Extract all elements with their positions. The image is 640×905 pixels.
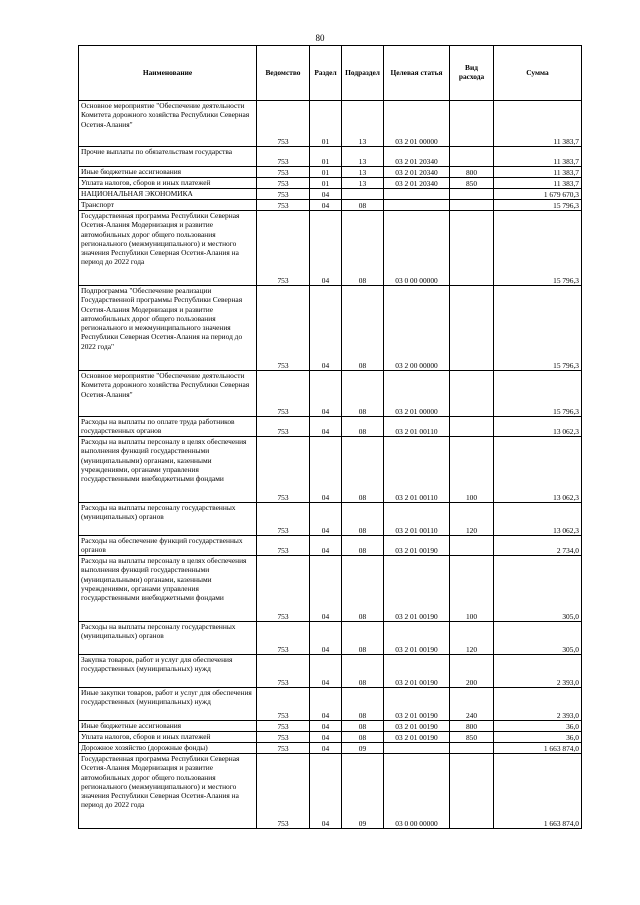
row-name-cell <box>79 211 257 286</box>
row-name-text: Расходы на выплаты персоналу государственных (муниципальных) органов <box>81 622 236 641</box>
row-section-cell: 04 <box>310 503 342 536</box>
table-row <box>79 178 582 189</box>
row-section-cell: 04 <box>310 417 342 437</box>
row-expense-type-cell: 100 <box>450 437 494 503</box>
row-expense-type-cell: 240 <box>450 688 494 721</box>
table-row <box>79 743 582 754</box>
table-row <box>79 147 582 167</box>
row-target-article-cell: 03 2 01 00000 <box>384 101 450 147</box>
table-row <box>79 622 582 655</box>
header-department: Ведомство <box>257 46 310 101</box>
row-name-text: Расходы на выплаты по оплате труда работников государственных органов <box>81 417 235 436</box>
row-target-article-cell: 03 2 01 00000 <box>384 371 450 417</box>
row-expense-type-cell <box>450 417 494 437</box>
row-department-cell: 753 <box>257 754 310 829</box>
row-department-cell: 753 <box>257 189 310 200</box>
row-name-cell <box>79 655 257 688</box>
row-section-cell: 01 <box>310 178 342 189</box>
table-row <box>79 371 582 417</box>
row-sum-cell: 15 796,3 <box>494 200 582 211</box>
table-row <box>79 211 582 286</box>
header-subsection: Подраздел <box>342 46 384 101</box>
row-expense-type-cell: 120 <box>450 622 494 655</box>
row-name-text: Расходы на выплаты персоналу в целях обеспечения выполнения функций государственными (муниципальными) органами, казенными учреждениями, органами управления государственными внебюджетными фондами <box>81 437 247 483</box>
row-subsection-cell: 08 <box>342 622 384 655</box>
row-expense-type-cell: 120 <box>450 503 494 536</box>
row-name-cell <box>79 417 257 437</box>
page-number: 80 <box>315 33 325 43</box>
row-subsection-cell: 08 <box>342 503 384 536</box>
row-section-cell: 04 <box>310 536 342 556</box>
header-expense-type: Вид расхода <box>450 46 494 101</box>
row-name-cell <box>79 286 257 371</box>
row-name-cell <box>79 371 257 417</box>
row-sum-cell: 11 383,7 <box>494 101 582 147</box>
row-name-text: Прочие выплаты по обязательствам государства <box>81 147 233 156</box>
row-sum-cell: 15 796,3 <box>494 211 582 286</box>
row-subsection-cell: 08 <box>342 556 384 622</box>
row-sum-cell: 36,0 <box>494 732 582 743</box>
row-department-cell: 753 <box>257 732 310 743</box>
row-target-article-cell <box>384 189 450 200</box>
row-name-text: Иные бюджетные ассигнования <box>81 167 182 176</box>
row-department-cell: 753 <box>257 167 310 178</box>
row-name-text: Расходы на выплаты персоналу в целях обеспечения выполнения функций государственными (муниципальными) органами, казенными учреждениями, органами управления государственными внебюджетными фондами <box>81 556 247 602</box>
row-department-cell: 753 <box>257 417 310 437</box>
row-section-cell: 04 <box>310 211 342 286</box>
row-subsection-cell: 08 <box>342 655 384 688</box>
header-target-article: Целевая статья <box>384 46 450 101</box>
row-subsection-cell: 09 <box>342 754 384 829</box>
row-department-cell: 753 <box>257 688 310 721</box>
row-subsection-cell: 08 <box>342 536 384 556</box>
row-expense-type-cell <box>450 200 494 211</box>
row-name-cell <box>79 743 257 754</box>
row-name-cell <box>79 622 257 655</box>
table-row <box>79 417 582 437</box>
row-department-cell: 753 <box>257 101 310 147</box>
row-section-cell: 04 <box>310 743 342 754</box>
row-subsection-cell: 08 <box>342 286 384 371</box>
row-name-cell <box>79 536 257 556</box>
row-department-cell: 753 <box>257 286 310 371</box>
row-expense-type-cell: 800 <box>450 167 494 178</box>
row-target-article-cell: 03 2 00 00000 <box>384 286 450 371</box>
table-row <box>79 437 582 503</box>
row-target-article-cell: 03 2 01 00190 <box>384 721 450 732</box>
row-expense-type-cell <box>450 743 494 754</box>
row-expense-type-cell <box>450 286 494 371</box>
row-subsection-cell: 13 <box>342 178 384 189</box>
row-name-cell <box>79 167 257 178</box>
row-sum-cell: 11 383,7 <box>494 178 582 189</box>
row-department-cell: 753 <box>257 200 310 211</box>
table-row <box>79 167 582 178</box>
row-section-cell: 01 <box>310 101 342 147</box>
header-sum: Сумма <box>494 46 582 101</box>
row-name-text: Закупка товаров, работ и услуг для обеспечения государственных (муниципальных) нужд <box>81 655 233 674</box>
table-row <box>79 189 582 200</box>
row-target-article-cell: 03 2 01 00190 <box>384 536 450 556</box>
row-name-text: Иные закупки товаров, работ и услуг для обеспечения государственных (муниципальных) нужд <box>81 688 252 707</box>
table-row <box>79 286 582 371</box>
row-name-text: Основное мероприятие "Обеспечение деятельности Комитета дорожного хозяйства Республики Северная Осетия-Алания" <box>81 371 250 399</box>
row-department-cell: 753 <box>257 147 310 167</box>
row-sum-cell: 305,0 <box>494 622 582 655</box>
row-name-cell <box>79 178 257 189</box>
row-sum-cell: 11 383,7 <box>494 147 582 167</box>
header-name: Наименование <box>79 46 257 101</box>
budget-table <box>78 45 582 829</box>
row-sum-cell: 305,0 <box>494 556 582 622</box>
row-expense-type-cell <box>450 189 494 200</box>
row-name-text: Дорожное хозяйство (дорожные фонды) <box>81 743 208 752</box>
row-sum-cell: 1 663 874,0 <box>494 743 582 754</box>
row-department-cell: 753 <box>257 503 310 536</box>
row-name-cell <box>79 200 257 211</box>
row-department-cell: 753 <box>257 743 310 754</box>
row-name-cell <box>79 503 257 536</box>
row-subsection-cell: 13 <box>342 147 384 167</box>
row-name-cell <box>79 189 257 200</box>
row-name-text: Уплата налогов, сборов и иных платежей <box>81 178 211 187</box>
row-target-article-cell: 03 2 01 00190 <box>384 688 450 721</box>
row-target-article-cell <box>384 743 450 754</box>
row-name-text: Основное мероприятие "Обеспечение деятельности Комитета дорожного хозяйства Республики Северная Осетия-Алания" <box>81 101 250 129</box>
row-expense-type-cell <box>450 101 494 147</box>
row-name-cell <box>79 721 257 732</box>
row-name-text: НАЦИОНАЛЬНАЯ ЭКОНОМИКА <box>81 189 193 198</box>
row-target-article-cell: 03 2 01 20340 <box>384 147 450 167</box>
row-sum-cell: 36,0 <box>494 721 582 732</box>
row-target-article-cell: 03 2 01 20340 <box>384 167 450 178</box>
row-name-cell <box>79 688 257 721</box>
row-section-cell: 04 <box>310 688 342 721</box>
row-name-text: Транспорт <box>81 200 114 209</box>
row-name-text: Государственная программа Республики Северная Осетия-Алания Модернизация и развитие автомобильных дорог общего пользования регионального (межмуниципального) и местного значения Республики Северная Осетия-Алания на период до 2022 года <box>81 754 240 810</box>
table-row <box>79 688 582 721</box>
row-section-cell: 04 <box>310 721 342 732</box>
row-name-cell <box>79 147 257 167</box>
row-target-article-cell: 03 2 01 00190 <box>384 622 450 655</box>
row-expense-type-cell <box>450 536 494 556</box>
row-department-cell: 753 <box>257 371 310 417</box>
row-department-cell: 753 <box>257 556 310 622</box>
row-target-article-cell: 03 0 00 00000 <box>384 754 450 829</box>
row-name-cell <box>79 437 257 503</box>
row-subsection-cell: 13 <box>342 167 384 178</box>
row-section-cell: 01 <box>310 167 342 178</box>
row-sum-cell: 1 663 874,0 <box>494 754 582 829</box>
row-target-article-cell: 03 0 00 00000 <box>384 211 450 286</box>
row-subsection-cell: 08 <box>342 688 384 721</box>
row-subsection-cell: 13 <box>342 101 384 147</box>
row-expense-type-cell <box>450 754 494 829</box>
header-section: Раздел <box>310 46 342 101</box>
row-target-article-cell: 03 2 01 00110 <box>384 503 450 536</box>
row-name-cell <box>79 732 257 743</box>
table-row <box>79 101 582 147</box>
row-section-cell: 01 <box>310 147 342 167</box>
row-subsection-cell: 08 <box>342 200 384 211</box>
row-department-cell: 753 <box>257 655 310 688</box>
row-name-text: Расходы на выплаты персоналу государственных (муниципальных) органов <box>81 503 236 522</box>
row-subsection-cell: 08 <box>342 417 384 437</box>
row-expense-type-cell: 200 <box>450 655 494 688</box>
row-name-text: Подпрограмма "Обеспечение реализации Государственной программы Республики Северная Осетия-Алания Модернизация и развитие автомобильных дорог общего пользования регионального и межмуниципального значения Республики Северная Осетия-Алания на период до 2022 года" <box>81 286 243 351</box>
row-section-cell: 04 <box>310 189 342 200</box>
row-sum-cell: 2 393,0 <box>494 655 582 688</box>
row-expense-type-cell: 800 <box>450 721 494 732</box>
row-name-cell <box>79 101 257 147</box>
row-subsection-cell <box>342 189 384 200</box>
row-name-cell <box>79 556 257 622</box>
row-section-cell: 04 <box>310 371 342 417</box>
row-target-article-cell: 03 2 01 00190 <box>384 556 450 622</box>
row-section-cell: 04 <box>310 286 342 371</box>
row-expense-type-cell: 850 <box>450 732 494 743</box>
row-section-cell: 04 <box>310 732 342 743</box>
row-department-cell: 753 <box>257 622 310 655</box>
row-target-article-cell: 03 2 01 00110 <box>384 437 450 503</box>
row-name-text: Иные бюджетные ассигнования <box>81 721 182 730</box>
row-section-cell: 04 <box>310 437 342 503</box>
row-name-text: Расходы на обеспечение функций государственных органов <box>81 536 243 555</box>
row-sum-cell: 1 679 670,3 <box>494 189 582 200</box>
row-expense-type-cell: 100 <box>450 556 494 622</box>
row-subsection-cell: 08 <box>342 732 384 743</box>
row-target-article-cell <box>384 200 450 211</box>
table-row <box>79 754 582 829</box>
row-sum-cell: 15 796,3 <box>494 371 582 417</box>
row-department-cell: 753 <box>257 211 310 286</box>
table-header-row <box>79 46 582 101</box>
row-sum-cell: 2 734,0 <box>494 536 582 556</box>
row-sum-cell: 15 796,3 <box>494 286 582 371</box>
row-expense-type-cell <box>450 211 494 286</box>
row-department-cell: 753 <box>257 178 310 189</box>
row-sum-cell: 11 383,7 <box>494 167 582 178</box>
row-name-text: Уплата налогов, сборов и иных платежей <box>81 732 211 741</box>
row-sum-cell: 2 393,0 <box>494 688 582 721</box>
table-row <box>79 503 582 536</box>
row-sum-cell: 13 062,3 <box>494 437 582 503</box>
row-expense-type-cell <box>450 371 494 417</box>
row-subsection-cell: 09 <box>342 743 384 754</box>
table-row <box>79 721 582 732</box>
row-section-cell: 04 <box>310 556 342 622</box>
row-subsection-cell: 08 <box>342 437 384 503</box>
row-expense-type-cell <box>450 147 494 167</box>
row-name-text: Государственная программа Республики Северная Осетия-Алания Модернизация и развитие автомобильных дорог общего пользования регионального (межмуниципального) и местного значения Республики Северная Осетия-Алания на период до 2022 года <box>81 211 240 267</box>
table-row <box>79 732 582 743</box>
row-department-cell: 753 <box>257 721 310 732</box>
row-department-cell: 753 <box>257 536 310 556</box>
row-target-article-cell: 03 2 01 00190 <box>384 732 450 743</box>
row-target-article-cell: 03 2 01 20340 <box>384 178 450 189</box>
row-subsection-cell: 08 <box>342 371 384 417</box>
row-target-article-cell: 03 2 01 00110 <box>384 417 450 437</box>
row-section-cell: 04 <box>310 754 342 829</box>
row-section-cell: 04 <box>310 622 342 655</box>
table-row <box>79 536 582 556</box>
row-subsection-cell: 08 <box>342 721 384 732</box>
row-department-cell: 753 <box>257 437 310 503</box>
row-sum-cell: 13 062,3 <box>494 503 582 536</box>
row-sum-cell: 13 062,3 <box>494 417 582 437</box>
table-row <box>79 200 582 211</box>
row-name-cell <box>79 754 257 829</box>
table-row <box>79 556 582 622</box>
row-section-cell: 04 <box>310 655 342 688</box>
row-section-cell: 04 <box>310 200 342 211</box>
table-row <box>79 655 582 688</box>
row-subsection-cell: 08 <box>342 211 384 286</box>
row-expense-type-cell: 850 <box>450 178 494 189</box>
row-target-article-cell: 03 2 01 00190 <box>384 655 450 688</box>
